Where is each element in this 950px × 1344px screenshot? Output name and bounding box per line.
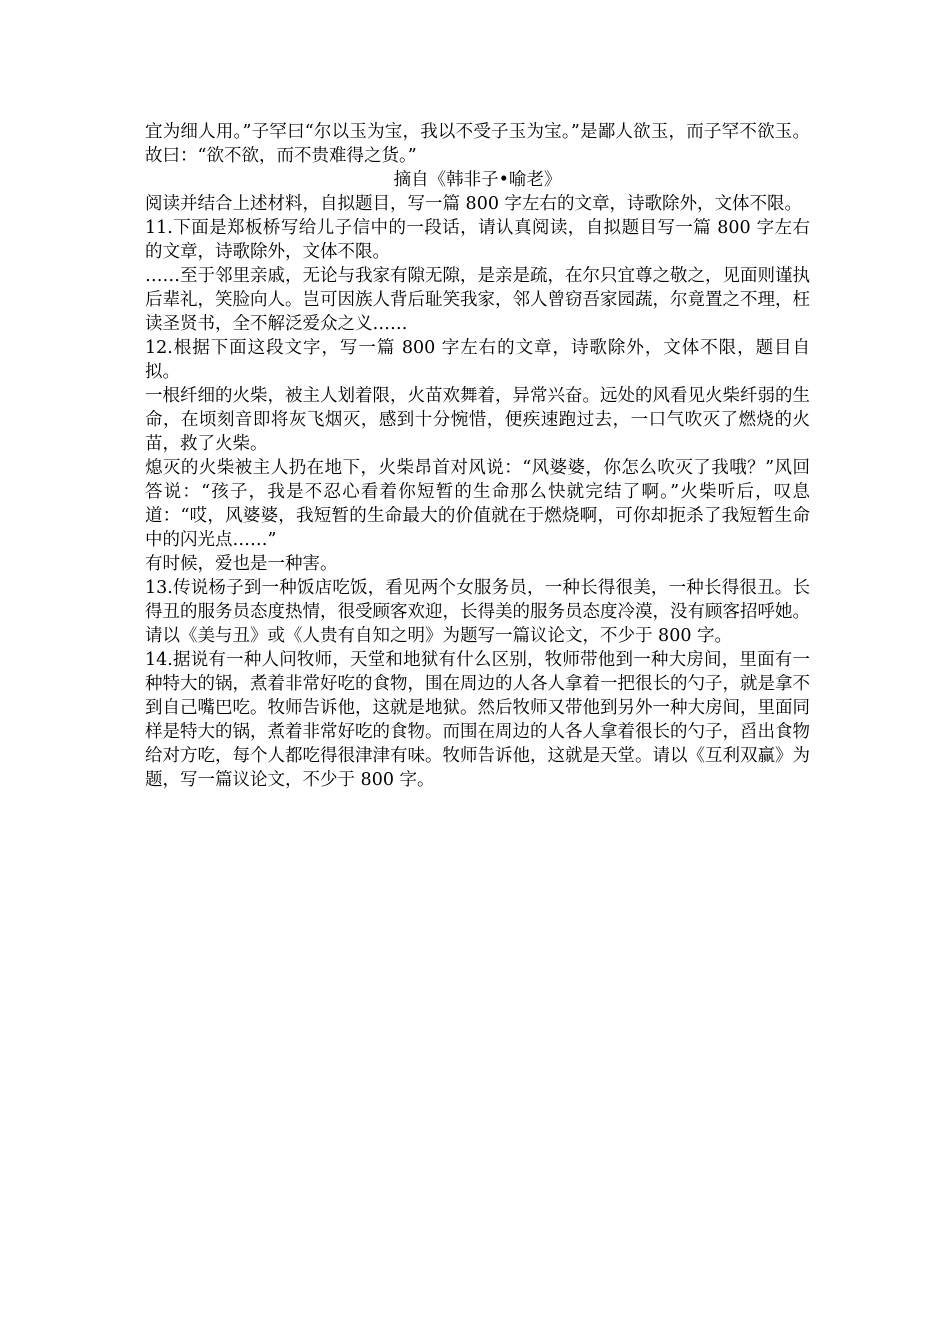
prompt-12-material-part3: 有时候，爱也是一种害。 [145, 554, 338, 574]
prompt-13: 13.传说杨子到一种饭店吃饭，看见两个女服务员，一种长得很美，一种长得很丑。长得丑的服务员态度热情，很受顾客欢迎，长得美的服务员态度冷漠，没有顾客招呼她。请以《美与丑》或《人贵有自知之明》为题写一篇议论文，不少于 800 字。 [145, 578, 810, 646]
prompt-10-instruction: 阅读并结合上述材料，自拟题目，写一篇 800 字左右的文章，诗歌除外，文体不限。 [145, 194, 803, 214]
prompt-12-material-part2: 熄灭的火柴被主人扔在地下，火柴昂首对风说：“风婆婆，你怎么吹灭了我哦？”风回答说：“孩子，我是不忍心看着你短暂的生命那么快就完结了啊。”火柴听后，叹息道：“哎，风婆婆，我短暂的生命最大的价值就在于燃烧啊，可你却扼杀了我短暂生命中的闪光点……” [145, 458, 810, 550]
document-page [145, 120, 810, 792]
prompt-11-material: ……至于邻里亲戚，无论与我家有隙无隙，是亲是疏，在尔只宜尊之敬之，见面则谨执后辈礼，笑脸向人。岂可因族人背后耻笑我家，邻人曾窃吾家园蔬，尔竟置之不理，枉读圣贤书，全不解泛爱众之义…… [145, 266, 810, 334]
source-attribution: 摘自《韩非子•喻老》 [393, 170, 562, 190]
passage-continuation: 宜为细人用。”子罕曰“尔以玉为宝，我以不受子玉为宝。”是鄙人欲玉，而子罕不欲玉。故曰：“欲不欲，而不贵难得之货。” [145, 122, 810, 166]
prompt-11-instruction: 11.下面是郑板桥写给儿子信中的一段话，请认真阅读，自拟题目写一篇 800 字左右的文章，诗歌除外，文体不限。 [145, 218, 810, 262]
prompt-12-instruction: 12.根据下面这段文字，写一篇 800 字左右的文章，诗歌除外，文体不限，题目自拟。 [145, 338, 810, 382]
prompt-12-material-part1: 一根纤细的火柴，被主人划着限，火苗欢舞着，异常兴奋。远处的风看见火柴纤弱的生命，在顷刻音即将灰飞烟灭，感到十分惋惜，便疾速跑过去，一口气吹灭了燃烧的火苗，救了火柴。 [145, 386, 810, 454]
prompt-14: 14.据说有一种人问牧师，天堂和地狱有什么区别，牧师带他到一种大房间，里面有一种特大的锅，煮着非常好吃的食物，围在周边的人各人拿着一把很长的勺子，就是拿不到自己嘴巴吃。牧师告诉他，这就是地狱。然后牧师又带他到另外一种大房间，里面同样是特大的锅，煮着非常好吃的食物。而围在周边的人各人拿着很长的勺子，舀出食物给对方吃，每个人都吃得很津津有味。牧师告诉他，这就是天堂。请以《互利双赢》为题，写一篇议论文，不少于 800 字。 [145, 650, 810, 790]
